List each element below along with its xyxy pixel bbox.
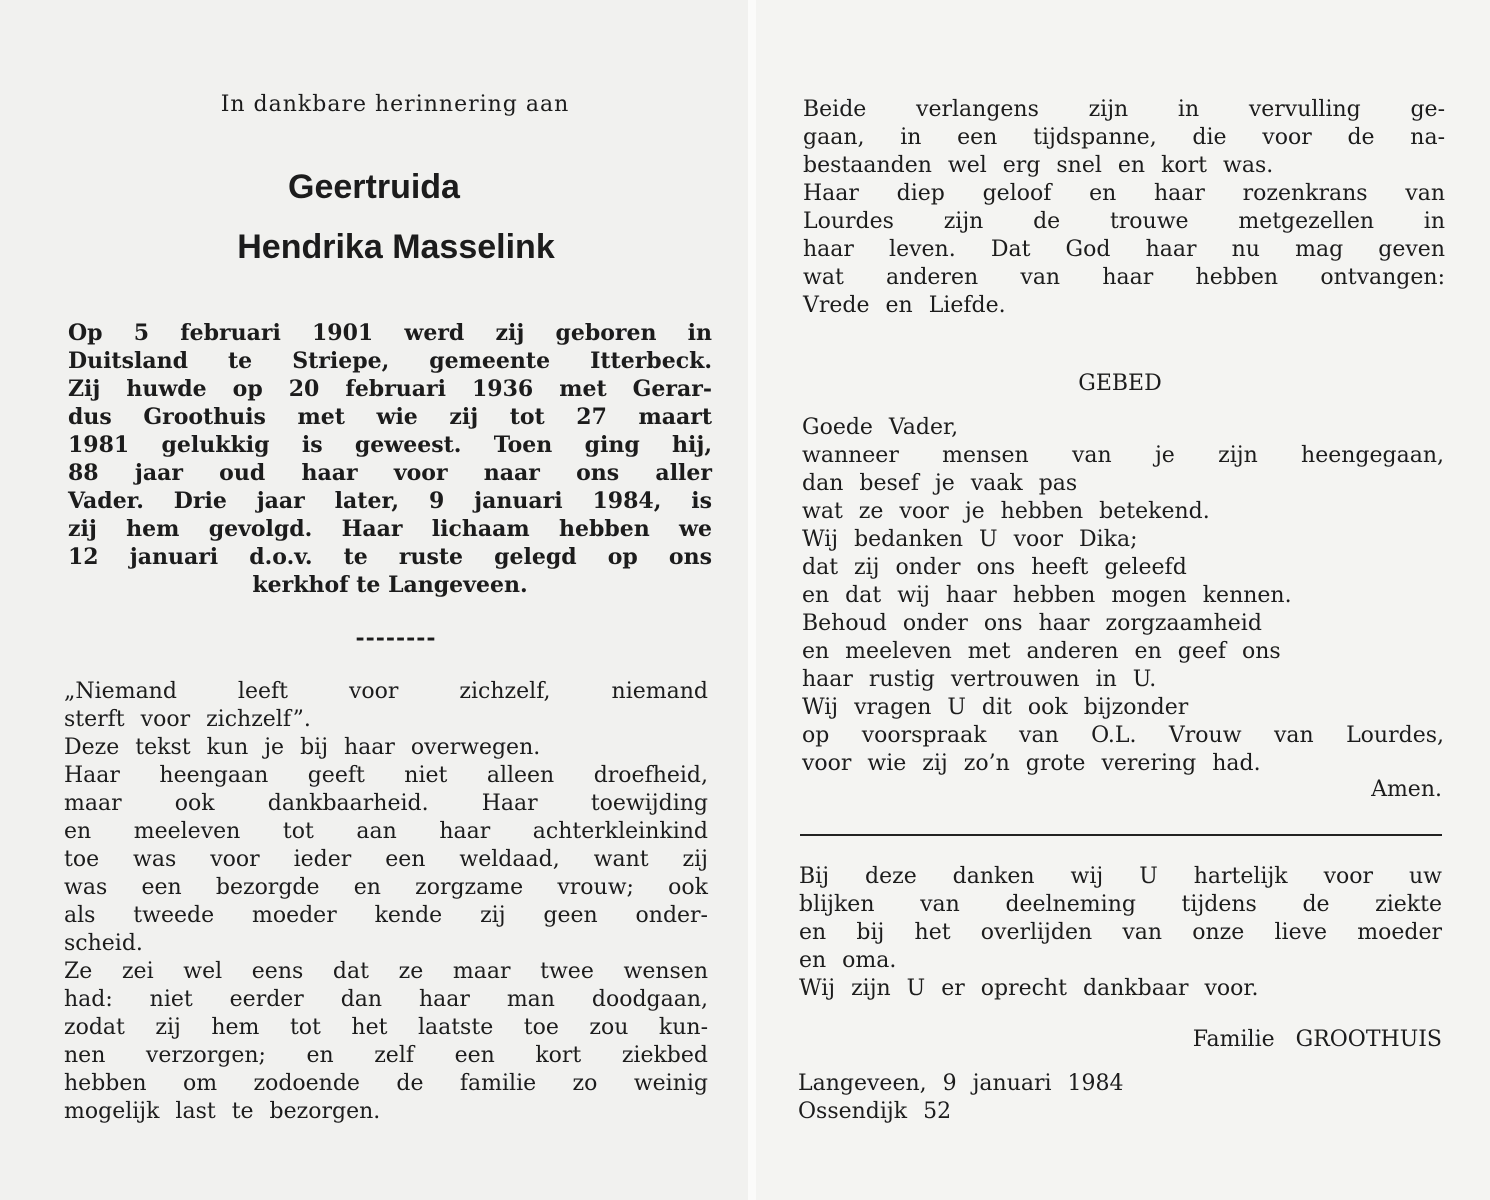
text-line: Op 5 februari 1901 werd zij geboren in: [68, 320, 712, 346]
right-page: [756, 0, 1490, 1200]
text-line: had: niet eerder dan haar man doodgaan,: [64, 987, 708, 1012]
deceased-name: Hendrika Masselink: [237, 228, 555, 266]
text-line: Wij bedanken U voor Dika;: [802, 527, 1138, 552]
text-line: Goede Vader,: [802, 415, 959, 440]
text-line: bestaanden wel erg snel en kort was.: [803, 153, 1274, 178]
text-line: zij hem gevolgd. Haar lichaam hebben we: [68, 516, 712, 542]
text-line: Haar diep geloof en haar rozenkrans van: [803, 181, 1445, 206]
family-signature: Familie GROOTHUIS: [1192, 1027, 1442, 1052]
text-line: en oma.: [799, 948, 897, 973]
text-line: en dat wij haar hebben mogen kennen.: [802, 583, 1292, 608]
text-line: wat ze voor je hebben betekend.: [802, 499, 1210, 524]
text-line: mogelijk last te bezorgen.: [64, 1099, 381, 1124]
text-line: Behoud onder ons haar zorgzaamheid: [802, 611, 1262, 636]
text-line: nen verzorgen; en zelf een kort ziekbed: [64, 1043, 708, 1068]
text-line: Vader. Drie jaar later, 9 januari 1984, is: [68, 488, 712, 514]
text-line: toe was voor ieder een weldaad, want zij: [64, 847, 708, 872]
text-line: maar ook dankbaarheid. Haar toewijding: [64, 791, 708, 816]
text-line: op voorspraak van O.L. Vrouw van Lourdes,: [802, 723, 1444, 748]
text-line: dus Groothuis met wie zij tot 27 maart: [68, 404, 712, 430]
text-line: Ze zei wel eens dat ze maar twee wensen: [64, 959, 708, 984]
text-line: „Niemand leeft voor zichzelf, niemand: [64, 679, 708, 704]
text-line: Bij deze danken wij U hartelijk voor uw: [799, 864, 1442, 889]
prayer-title: GEBED: [1078, 371, 1162, 396]
text-line: haar leven. Dat God haar nu mag geven: [803, 237, 1445, 262]
text-line: Wij zijn U er oprecht dankbaar voor.: [799, 976, 1259, 1001]
text-line: als tweede moeder kende zij geen onder-: [64, 903, 708, 928]
deceased-first-names: Geertruida: [288, 168, 460, 206]
address: Ossendijk 52: [798, 1099, 952, 1124]
text-line: Zij huwde op 20 februari 1936 met Gerar-: [68, 376, 712, 402]
place-date: Langeveen, 9 januari 1984: [798, 1071, 1124, 1096]
text-line: 88 jaar oud haar voor naar ons aller: [68, 460, 712, 486]
intro-text: In dankbare herinnering aan: [220, 92, 570, 117]
text-line: Beide verlangens zijn in vervulling ge-: [803, 97, 1445, 122]
text-line: was een bezorgde en zorgzame vrouw; ook: [64, 875, 708, 900]
text-line: dan besef je vaak pas: [802, 471, 1078, 496]
text-line: wanneer mensen van je zijn heengegaan,: [802, 443, 1444, 468]
text-line: wat anderen van haar hebben ontvangen:: [803, 265, 1445, 290]
text-line: Wij vragen U dit ook bijzonder: [802, 695, 1189, 720]
text-line: zodat zij hem tot het laatste toe zou kun-: [64, 1015, 708, 1040]
text-line: 1981 gelukkig is geweest. Toen ging hij,: [68, 432, 712, 458]
text-line: Deze tekst kun je bij haar overwegen.: [64, 735, 541, 760]
text-line: haar rustig vertrouwen in U.: [802, 667, 1157, 692]
text-line: gaan, in een tijdspanne, die voor de na-: [803, 125, 1445, 150]
text-line: voor wie zij zo’n grote verering had.: [802, 751, 1261, 776]
text-line: scheid.: [64, 931, 143, 956]
text-line: Lourdes zijn de trouwe metgezellen in: [803, 209, 1445, 234]
text-line: 12 januari d.o.v. te ruste gelegd op ons: [68, 544, 712, 570]
text-line: kerkhof te Langeveen.: [252, 572, 528, 598]
text-line: en meeleven tot aan haar achterkleinkind: [64, 819, 708, 844]
text-line: Duitsland te Striepe, gemeente Itterbeck.: [68, 348, 712, 374]
separator: --------: [355, 625, 437, 651]
text-line: sterft voor zichzelf”.: [64, 707, 311, 732]
text-line: en bij het overlijden van onze lieve moeder: [799, 920, 1442, 945]
text-line: dat zij onder ons heeft geleefd: [802, 555, 1187, 580]
text-line: Vrede en Liefde.: [803, 293, 1006, 318]
text-line: blijken van deelneming tijdens de ziekte: [799, 892, 1442, 917]
text-line: hebben om zodoende de familie zo weinig: [64, 1071, 708, 1096]
divider-line: [800, 834, 1442, 836]
text-line: en meeleven met anderen en geef ons: [802, 639, 1281, 664]
amen: Amen.: [1371, 777, 1442, 802]
text-line: Haar heengaan geeft niet alleen droefheid,: [64, 763, 708, 788]
